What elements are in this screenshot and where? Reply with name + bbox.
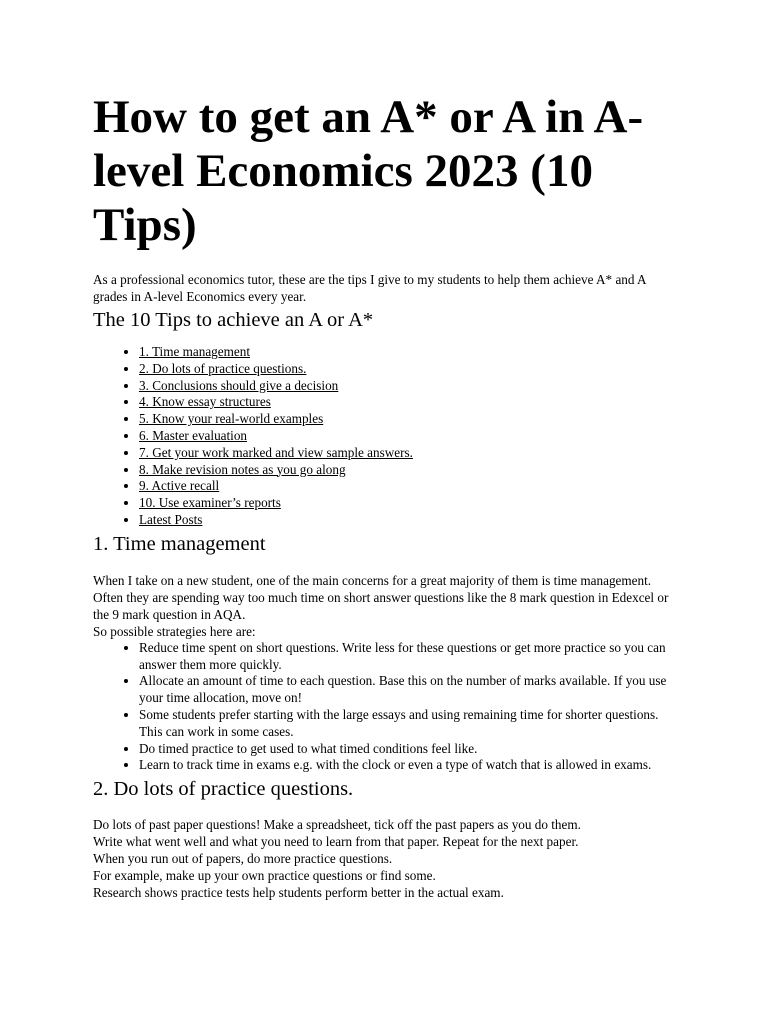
toc-link-practice-questions[interactable]: 2. Do lots of practice questions. bbox=[139, 360, 307, 376]
toc-item bbox=[139, 394, 683, 411]
section2-paragraph: For example, make up your own practice questions or find some. bbox=[93, 868, 436, 884]
strategy-item: • Do timed practice to get used to what timed conditions feel like. bbox=[139, 741, 683, 758]
toc-link-conclusions[interactable]: 3. Conclusions should give a decision bbox=[139, 377, 339, 393]
toc-item bbox=[139, 478, 683, 495]
toc-link-examiners-reports[interactable]: 10. Use examiner’s reports bbox=[139, 495, 281, 511]
toc-link-latest-posts[interactable]: Latest Posts bbox=[139, 511, 203, 527]
toc-item bbox=[139, 428, 683, 445]
strategy-item: • Learn to track time in exams e.g. with the clock or even a type of watch that is allowed in exams. bbox=[139, 757, 683, 774]
toc-item bbox=[139, 411, 683, 428]
toc-link-time-management[interactable]: 1. Time management bbox=[139, 344, 250, 359]
toc-link-work-marked[interactable]: 7. Get your work marked and view sample answers. bbox=[139, 444, 413, 460]
section2-paragraph: Do lots of past paper questions! Make a spreadsheet, tick off the past papers as you do them. bbox=[93, 817, 581, 833]
toc-item bbox=[139, 378, 683, 395]
section2-paragraph: Write what went well and what you need to learn from that paper. Repeat for the next paper. bbox=[93, 834, 579, 850]
toc-list bbox=[93, 344, 683, 529]
section1-paragraph: So possible strategies here are: bbox=[93, 623, 256, 639]
page-title: How to get an A* or A in A-level Economics 2023 (10 Tips) bbox=[93, 91, 644, 251]
section-heading-time-management: 1. Time management bbox=[93, 532, 266, 555]
toc-item bbox=[139, 495, 683, 512]
section1-paragraph: Often they are spending way too much time on short answer questions like the 8 mark question in Edexcel or the 9 mark question in AQA. bbox=[93, 589, 669, 622]
toc-link-revision-notes[interactable]: 8. Make revision notes as you go along bbox=[139, 461, 346, 477]
toc-item bbox=[139, 361, 683, 378]
toc-item bbox=[139, 512, 683, 529]
toc-item bbox=[139, 344, 683, 361]
strategy-item: • Allocate an amount of time to each question. Base this on the number of marks available. If you use your time allocation, move on! bbox=[139, 673, 683, 707]
strategies-list bbox=[93, 640, 683, 774]
toc-heading: The 10 Tips to achieve an A or A* bbox=[93, 309, 374, 331]
toc-link-essay-structures[interactable]: 4. Know essay structures bbox=[139, 394, 271, 410]
section1-paragraph: When I take on a new student, one of the main concerns for a great majority of them is time management. bbox=[93, 572, 652, 588]
intro-paragraph: As a professional economics tutor, these are the tips I give to my students to help them achieve A* and A grades in A-level Economics every year. bbox=[93, 272, 646, 304]
toc-link-real-world-examples[interactable]: 5. Know your real-world examples bbox=[139, 411, 324, 427]
section2-paragraph: When you run out of papers, do more practice questions. bbox=[93, 851, 393, 867]
toc-item bbox=[139, 445, 683, 462]
strategy-item: • Some students prefer starting with the large essays and using remaining time for shorter questions. This can work in some cases. bbox=[139, 707, 683, 741]
toc-item bbox=[139, 462, 683, 479]
section2-paragraph: Research shows practice tests help students perform better in the actual exam. bbox=[93, 885, 504, 901]
strategy-item: • Reduce time spent on short questions. Write less for these questions or get more practice so you can answer them more quickly. bbox=[139, 640, 683, 674]
toc-link-master-evaluation[interactable]: 6. Master evaluation bbox=[139, 427, 248, 443]
document-page bbox=[93, 90, 683, 901]
toc-link-active-recall[interactable]: 9. Active recall bbox=[139, 478, 220, 494]
section-heading-practice-questions: 2. Do lots of practice questions. bbox=[93, 778, 354, 801]
